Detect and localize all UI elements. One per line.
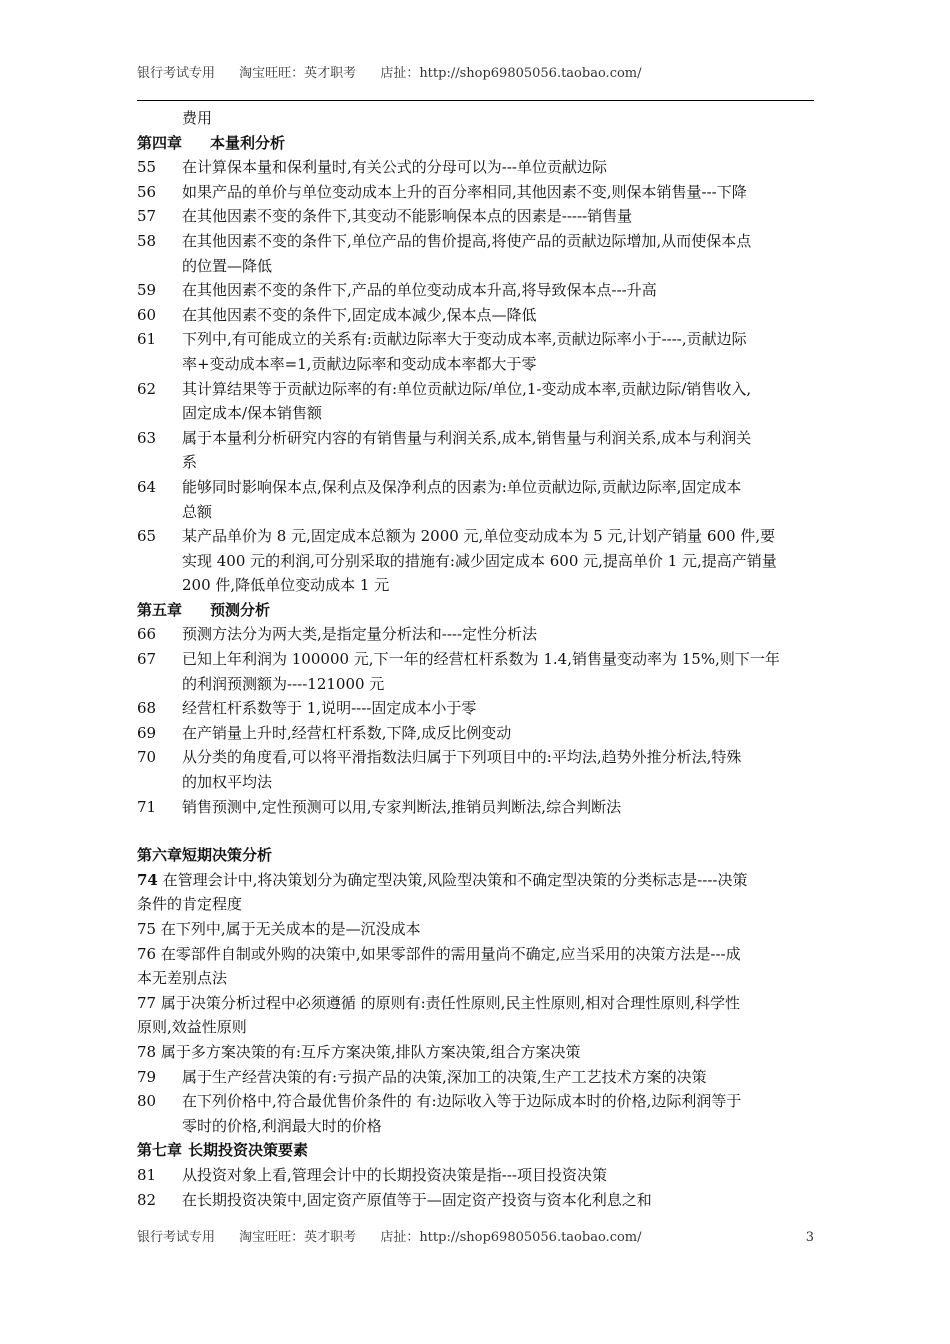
question-text-line: 属于生产经营决策的有:亏损产品的决策,深加工的决策,生产工艺技术方案的决策 [182, 1067, 707, 1086]
chapter-6-heading: 第六章短期决策分析 [137, 846, 273, 865]
question-item [137, 696, 814, 721]
question-number: 58 [137, 231, 157, 250]
question-text [182, 1163, 814, 1188]
question-item [137, 1065, 814, 1090]
question-text-line: 实现 400 元的利润,可分别采取的措施有:减少固定成本 600 元,提高单价 1 元,提高产销量 [182, 551, 777, 570]
question-text [182, 180, 814, 205]
question-text-line: 从投资对象上看,管理会计中的长期投资决策是指---项目投资决策 [182, 1165, 607, 1184]
chapter-7-list [137, 1163, 814, 1212]
question-number: 80 [137, 1092, 157, 1111]
question-text [182, 721, 814, 746]
question-text [182, 1089, 814, 1138]
question-text [182, 647, 814, 696]
question-number: 70 [137, 748, 157, 767]
question-text-line: 其计算结果等于贡献边际率的有:单位贡献边际/单位,1-变动成本率,贡献边际/销售收入, [182, 379, 752, 398]
question-text-line: 能够同时影响保本点,保利点及保净利点的因素为:单位贡献边际,贡献边际率,固定成本 [182, 477, 742, 496]
question-text-line: 某产品单价为 8 元,固定成本总额为 2000 元,单位变动成本为 5 元,计划产销量 600 件,要 [182, 527, 776, 546]
question-text [182, 1065, 814, 1090]
question-number: 67 [137, 650, 157, 669]
question-item [137, 647, 814, 696]
question-item [137, 327, 814, 376]
page-footer [137, 1228, 814, 1248]
question-text [182, 377, 814, 426]
question-text-line: 下列中,有可能成立的关系有:贡献边际率大于变动成本率,贡献边际率小于----,贡献边际 [182, 330, 747, 349]
question-text: 本无差别点法 [137, 969, 228, 988]
header-taobao-wangwang: 淘宝旺旺：英才职考 [239, 66, 357, 81]
question-text-line: 率+变动成本率=1,贡献边际率和变动成本率都大于零 [182, 354, 537, 373]
question-number: 66 [137, 625, 157, 644]
question-text-line: 在其他因素不变的条件下,产品的单位变动成本升高,将导致保本点---升高 [182, 281, 657, 300]
question-number: 63 [137, 428, 157, 447]
question-74 [137, 868, 814, 917]
question-item [137, 1188, 814, 1213]
question-76 [137, 942, 814, 991]
question-text [182, 696, 814, 721]
question-text-line: 预测方法分为两大类,是指定量分析法和----定性分析法 [182, 625, 538, 644]
header-rule [137, 100, 814, 101]
question-text [182, 745, 814, 794]
chapter-number: 第七章 [137, 1141, 183, 1160]
footer-taobao-wangwang: 淘宝旺旺：英才职考 [239, 1230, 357, 1245]
footer-bank-exam: 银行考试专用 [137, 1230, 216, 1245]
question-item [137, 1089, 814, 1138]
question-77 [137, 991, 814, 1040]
question-text-line: 零时的价格,利润最大时的价格 [182, 1116, 382, 1135]
question-item [137, 229, 814, 278]
question-text-line: 在其他因素不变的条件下,其变动不能影响保本点的因素是-----销售量 [182, 207, 633, 226]
question-item [137, 180, 814, 205]
question-text-line: 固定成本/保本销售额 [182, 404, 323, 423]
question-text: 在管理会计中,将决策划分为确定型决策,风险型决策和不确定型决策的分类标志是----决策 [157, 870, 748, 889]
question-number: 65 [137, 527, 157, 546]
question-number: 69 [137, 723, 157, 742]
page-number: 3 [805, 1230, 814, 1245]
question-text-line: 销售预测中,定性预测可以用,专家判断法,推销员判断法,综合判断法 [182, 797, 622, 816]
question-item [137, 745, 814, 794]
question-item [137, 426, 814, 475]
continuation-line: 费用 [182, 109, 213, 127]
question-text-line: 在长期投资决策中,固定资产原值等于—固定资产投资与资本化利息之和 [182, 1190, 652, 1209]
question-number: 64 [137, 477, 157, 496]
question-text [182, 475, 814, 524]
question-number: 79 [137, 1067, 157, 1086]
question-number: 82 [137, 1190, 157, 1209]
question-text [182, 303, 814, 328]
chapter-7-heading [137, 1138, 814, 1163]
blank-line [137, 819, 814, 843]
question-text-line: 在下列价格中,符合最优售价条件的 有:边际收入等于边际成本时的价格,边际利润等于 [182, 1092, 742, 1111]
question-text [182, 795, 814, 820]
question-number: 59 [137, 281, 157, 300]
question-text-line: 在其他因素不变的条件下,固定成本减少,保本点—降低 [182, 305, 537, 324]
question-text-line: 在计算保本量和保利量时,有关公式的分母可以为---单位贡献边际 [182, 158, 607, 177]
question-number: 68 [137, 699, 157, 718]
question-text-line: 在产销量上升时,经营杠杆系数,下降,成反比例变动 [182, 723, 512, 742]
question-number: 81 [137, 1165, 157, 1184]
question-text [182, 622, 814, 647]
question-text-line: 在其他因素不变的条件下,单位产品的售价提高,将使产品的贡献边际增加,从而使保本点 [182, 231, 752, 250]
question-number: 60 [137, 305, 157, 324]
question-text [182, 1188, 814, 1213]
question-item [137, 721, 814, 746]
question-text [182, 278, 814, 303]
question-text-line: 的位置—降低 [182, 256, 273, 275]
question-text-line: 的利润预测额为----121000 元 [182, 674, 385, 693]
question-number: 74 [137, 870, 158, 889]
question-text [182, 327, 814, 376]
question-text-line: 的加权平均法 [182, 773, 273, 792]
question-item [137, 204, 814, 229]
question-78: 78 属于多方案决策的有:互斥方案决策,排队方案决策,组合方案决策 [137, 1042, 581, 1061]
question-item [137, 524, 814, 598]
question-text-line: 已知上年利润为 100000 元,下一年的经营杠杆系数为 1.4,销售量变动率为 15%,则下一年 [182, 650, 780, 669]
question-item [137, 278, 814, 303]
chapter-4-list [137, 155, 814, 598]
chapter-title: 长期投资决策要素 [188, 1141, 309, 1160]
question-text-line: 总额 [182, 502, 213, 521]
question-text: 条件的肯定程度 [137, 895, 243, 914]
question-text-line: 经营杠杆系数等于 1,说明----固定成本小于零 [182, 699, 477, 718]
chapter-6-list [137, 1065, 814, 1139]
chapter-title: 预测分析 [210, 600, 271, 619]
page-header [137, 64, 813, 84]
header-shop-url: 店扯：http://shop69805056.taobao.com/ [380, 66, 642, 81]
chapter-number: 第四章 [137, 133, 183, 152]
document-body [137, 106, 814, 1212]
question-item [137, 155, 814, 180]
question-item [137, 377, 814, 426]
question-text-line: 属于本量利分析研究内容的有销售量与利润关系,成本,销售量与利润关系,成本与利润关 [182, 428, 752, 447]
chapter-5-heading [137, 598, 814, 623]
question-text [182, 229, 814, 278]
question-text: 77 属于决策分析过程中必须遵循 的原则有:责任性原则,民主性原则,相对合理性原则,科学性 [137, 993, 740, 1012]
question-item [137, 622, 814, 647]
footer-shop-url: 店扯：http://shop69805056.taobao.com/ [380, 1230, 642, 1245]
question-item [137, 475, 814, 524]
question-number: 57 [137, 207, 157, 226]
question-item [137, 795, 814, 820]
question-item [137, 303, 814, 328]
question-number: 61 [137, 330, 157, 349]
chapter-number: 第五章 [137, 600, 183, 619]
question-number: 62 [137, 379, 157, 398]
chapter-5-list [137, 622, 814, 819]
question-text [182, 524, 814, 598]
question-text: 76 在零部件自制或外购的决策中,如果零部件的需用量尚不确定,应当采用的决策方法是---成 [137, 944, 741, 963]
question-text [182, 204, 814, 229]
question-number: 55 [137, 158, 157, 177]
question-text: 原则,效益性原则 [137, 1018, 247, 1037]
question-number: 56 [137, 182, 157, 201]
question-text-line: 200 件,降低单位变动成本 1 元 [182, 576, 390, 595]
chapter-4-heading [137, 131, 814, 156]
question-text-line: 系 [182, 453, 198, 472]
question-text [182, 426, 814, 475]
question-text [182, 155, 814, 180]
question-item [137, 1163, 814, 1188]
question-number: 71 [137, 797, 157, 816]
question-text-line: 从分类的角度看,可以将平滑指数法归属于下列项目中的:平均法,趋势外推分析法,特殊 [182, 748, 742, 767]
question-75: 75 在下列中,属于无关成本的是—沉没成本 [137, 920, 421, 938]
chapter-title: 本量利分析 [210, 133, 286, 152]
question-text-line: 如果产品的单价与单位变动成本上升的百分率相同,其他因素不变,则保本销售量---下降 [182, 182, 747, 201]
header-bank-exam: 银行考试专用 [137, 66, 216, 81]
